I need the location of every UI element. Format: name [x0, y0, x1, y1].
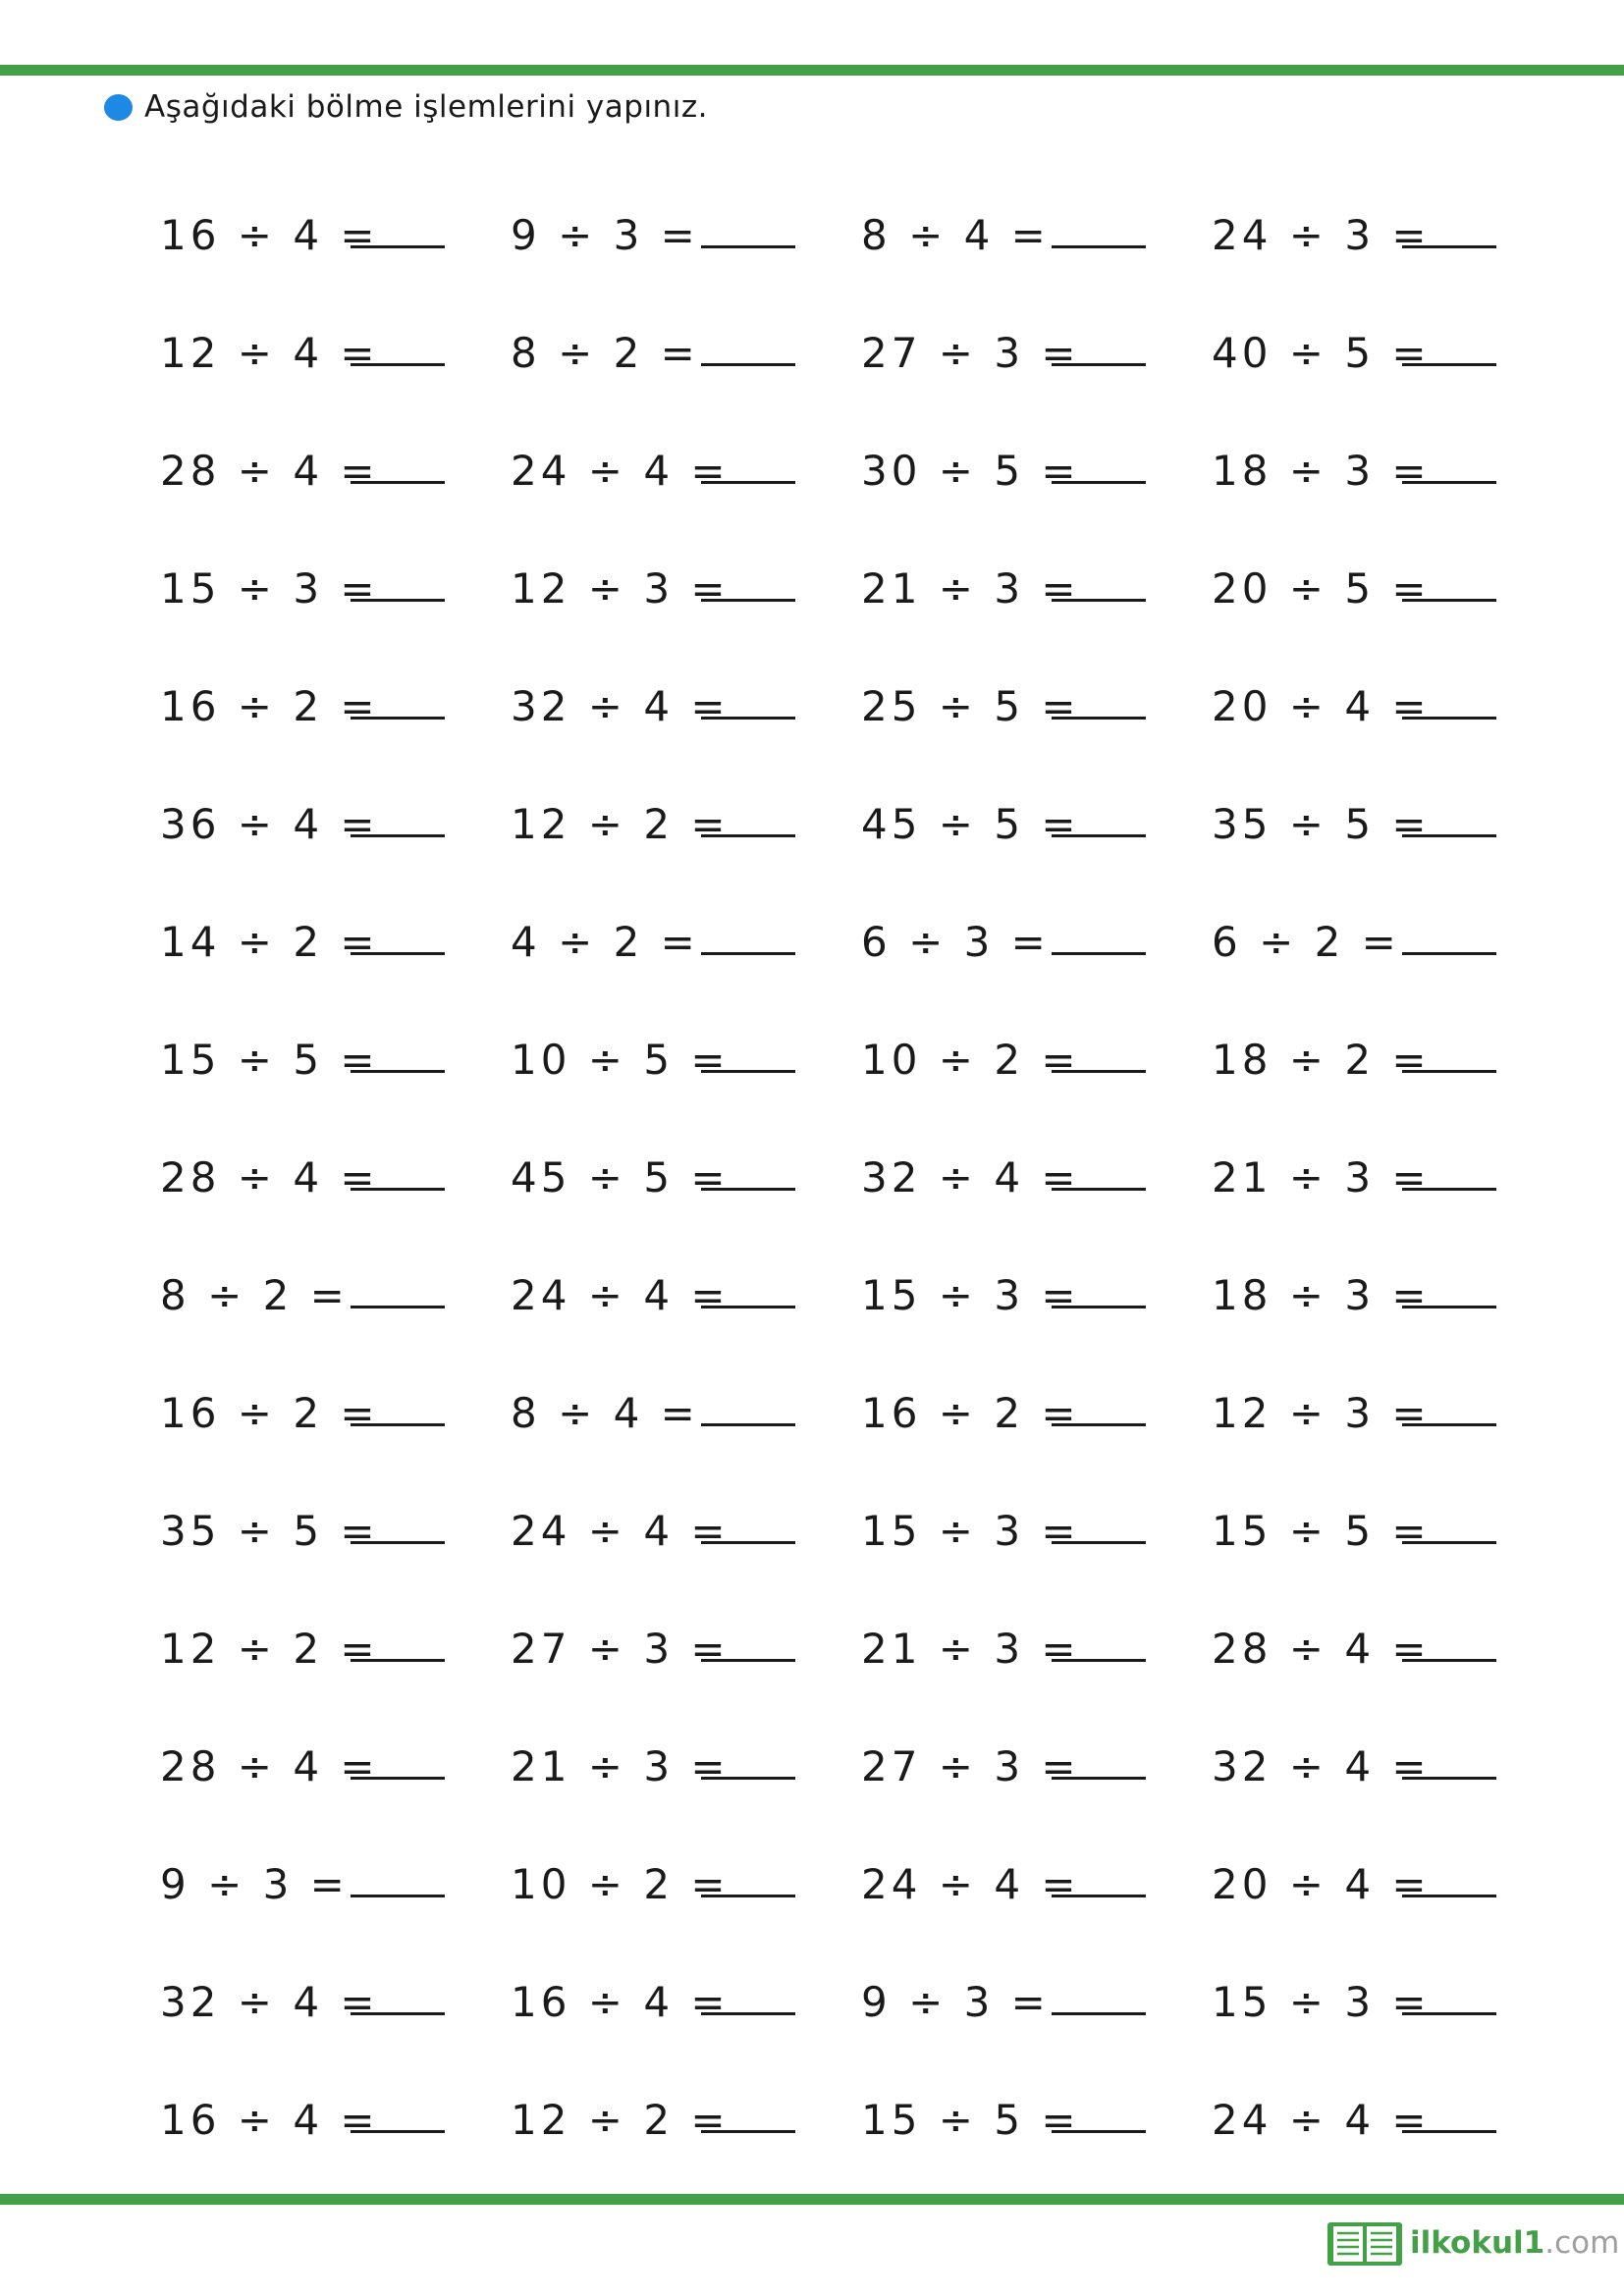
- problem-expression: 27 ÷ 3 =: [511, 1625, 730, 1673]
- problem-expression: 12 ÷ 3 =: [1212, 1389, 1431, 1437]
- division-problem: [511, 883, 795, 1001]
- problem-expression: 12 ÷ 2 =: [160, 1625, 379, 1673]
- problem-expression: 16 ÷ 2 =: [160, 1389, 379, 1437]
- division-problem: [160, 1944, 445, 2061]
- bullet-dot-icon: [104, 94, 133, 121]
- problem-expression: 8 ÷ 2 =: [511, 329, 699, 377]
- answer-blank[interactable]: [1052, 1423, 1146, 1426]
- answer-blank[interactable]: [1402, 1777, 1496, 1780]
- problem-expression: 18 ÷ 2 =: [1212, 1036, 1431, 1084]
- site-logo: [1326, 2214, 1619, 2272]
- problem-expression: 21 ÷ 3 =: [861, 1625, 1080, 1673]
- division-problem: [160, 177, 445, 294]
- problem-expression: 16 ÷ 4 =: [160, 2096, 379, 2144]
- problem-expression: 15 ÷ 3 =: [1212, 1978, 1431, 2026]
- division-problem: [861, 1355, 1146, 1472]
- answer-blank[interactable]: [1052, 599, 1146, 602]
- answer-blank[interactable]: [1402, 1070, 1496, 1073]
- division-problem: [861, 177, 1146, 294]
- division-problem: [511, 294, 795, 412]
- answer-blank[interactable]: [1402, 1659, 1496, 1662]
- division-problem: [160, 766, 445, 883]
- answer-blank[interactable]: [351, 599, 445, 602]
- answer-blank[interactable]: [351, 1895, 445, 1897]
- answer-blank[interactable]: [701, 1306, 795, 1308]
- answer-blank[interactable]: [1052, 1895, 1146, 1897]
- problem-expression: 35 ÷ 5 =: [1212, 800, 1431, 848]
- problem-row: [160, 530, 1495, 648]
- problem-expression: 18 ÷ 3 =: [1212, 1271, 1431, 1319]
- division-problem: [1212, 1826, 1496, 1944]
- answer-blank[interactable]: [1402, 952, 1496, 955]
- problem-expression: 10 ÷ 2 =: [861, 1036, 1080, 1084]
- division-problem: [511, 1119, 795, 1237]
- problem-expression: 12 ÷ 4 =: [160, 329, 379, 377]
- answer-blank[interactable]: [351, 1541, 445, 1544]
- answer-blank[interactable]: [351, 717, 445, 720]
- division-problem: [160, 1355, 445, 1472]
- answer-blank[interactable]: [1052, 834, 1146, 837]
- problem-expression: 45 ÷ 5 =: [511, 1153, 730, 1201]
- division-problem: [1212, 766, 1496, 883]
- division-problem: [1212, 1472, 1496, 1590]
- problem-row: [160, 1001, 1495, 1119]
- answer-blank[interactable]: [1052, 1541, 1146, 1544]
- problem-expression: 24 ÷ 4 =: [511, 1507, 730, 1555]
- problem-expression: 12 ÷ 2 =: [511, 2096, 730, 2144]
- division-problem: [160, 294, 445, 412]
- division-problem: [1212, 1119, 1496, 1237]
- answer-blank[interactable]: [701, 1423, 795, 1426]
- problem-expression: 16 ÷ 4 =: [511, 1978, 730, 2026]
- answer-blank[interactable]: [1402, 2130, 1496, 2133]
- problem-row: [160, 648, 1495, 766]
- answer-blank[interactable]: [351, 2130, 445, 2133]
- problem-expression: 8 ÷ 4 =: [511, 1389, 699, 1437]
- problem-expression: 32 ÷ 4 =: [1212, 1742, 1431, 1790]
- problem-expression: 40 ÷ 5 =: [1212, 329, 1431, 377]
- division-problem: [861, 648, 1146, 766]
- division-problem: [861, 1708, 1146, 1826]
- problem-expression: 24 ÷ 4 =: [1212, 2096, 1431, 2144]
- division-problem: [1212, 2061, 1496, 2179]
- division-problem: [861, 883, 1146, 1001]
- problem-expression: 27 ÷ 3 =: [861, 1742, 1080, 1790]
- problem-expression: 8 ÷ 2 =: [160, 1271, 349, 1319]
- division-problem: [1212, 294, 1496, 412]
- answer-blank[interactable]: [701, 834, 795, 837]
- division-problem: [511, 1590, 795, 1708]
- problem-grid: [160, 177, 1495, 2179]
- problem-row: [160, 294, 1495, 412]
- answer-blank[interactable]: [701, 599, 795, 602]
- problem-expression: 21 ÷ 3 =: [511, 1742, 730, 1790]
- problem-expression: 28 ÷ 4 =: [1212, 1625, 1431, 1673]
- problem-row: [160, 766, 1495, 883]
- division-problem: [861, 294, 1146, 412]
- division-problem: [511, 1826, 795, 1944]
- problem-expression: 15 ÷ 5 =: [1212, 1507, 1431, 1555]
- problem-expression: 10 ÷ 5 =: [511, 1036, 730, 1084]
- problem-row: [160, 1944, 1495, 2061]
- division-problem: [511, 412, 795, 530]
- division-problem: [1212, 648, 1496, 766]
- answer-blank[interactable]: [1402, 1541, 1496, 1544]
- division-problem: [160, 1826, 445, 1944]
- instruction-text: Aşağıdaki bölme işlemlerini yapınız.: [144, 89, 708, 125]
- problem-expression: 14 ÷ 2 =: [160, 918, 379, 966]
- problem-expression: 24 ÷ 3 =: [1212, 211, 1431, 259]
- division-problem: [160, 883, 445, 1001]
- problem-expression: 15 ÷ 5 =: [160, 1036, 379, 1084]
- problem-expression: 12 ÷ 3 =: [511, 564, 730, 613]
- problem-expression: 15 ÷ 5 =: [861, 2096, 1080, 2144]
- division-problem: [1212, 530, 1496, 648]
- problem-expression: 16 ÷ 2 =: [160, 682, 379, 730]
- problem-row: [160, 2061, 1495, 2179]
- answer-blank[interactable]: [351, 1070, 445, 1073]
- answer-blank[interactable]: [701, 1541, 795, 1544]
- logo-name: ilkokul1: [1410, 2225, 1545, 2261]
- division-problem: [861, 2061, 1146, 2179]
- division-problem: [1212, 177, 1496, 294]
- problem-row: [160, 1355, 1495, 1472]
- answer-blank[interactable]: [1402, 245, 1496, 248]
- problem-expression: 45 ÷ 5 =: [861, 800, 1080, 848]
- answer-blank[interactable]: [351, 245, 445, 248]
- answer-blank[interactable]: [1052, 2012, 1146, 2015]
- problem-expression: 28 ÷ 4 =: [160, 1153, 379, 1201]
- problem-expression: 21 ÷ 3 =: [1212, 1153, 1431, 1201]
- problem-expression: 10 ÷ 2 =: [511, 1860, 730, 1908]
- problem-expression: 20 ÷ 5 =: [1212, 564, 1431, 613]
- division-problem: [1212, 1590, 1496, 1708]
- problem-expression: 8 ÷ 4 =: [861, 211, 1050, 259]
- division-problem: [861, 1119, 1146, 1237]
- problem-expression: 6 ÷ 2 =: [1212, 918, 1400, 966]
- division-problem: [160, 2061, 445, 2179]
- division-problem: [511, 1944, 795, 2061]
- answer-blank[interactable]: [1402, 481, 1496, 484]
- answer-blank[interactable]: [1052, 1188, 1146, 1191]
- problem-row: [160, 1472, 1495, 1590]
- division-problem: [511, 1708, 795, 1826]
- answer-blank[interactable]: [701, 363, 795, 366]
- problem-expression: 9 ÷ 3 =: [160, 1860, 349, 1908]
- division-problem: [861, 766, 1146, 883]
- problem-expression: 32 ÷ 4 =: [511, 682, 730, 730]
- answer-blank[interactable]: [1052, 245, 1146, 248]
- problem-row: [160, 1237, 1495, 1355]
- division-problem: [861, 1590, 1146, 1708]
- division-problem: [511, 1355, 795, 1472]
- answer-blank[interactable]: [1052, 952, 1146, 955]
- problem-row: [160, 1119, 1495, 1237]
- division-problem: [1212, 1001, 1496, 1119]
- division-problem: [861, 1472, 1146, 1590]
- answer-blank[interactable]: [1402, 599, 1496, 602]
- problem-expression: 21 ÷ 3 =: [861, 564, 1080, 613]
- answer-blank[interactable]: [351, 2012, 445, 2015]
- answer-blank[interactable]: [701, 2130, 795, 2133]
- answer-blank[interactable]: [1402, 717, 1496, 720]
- division-problem: [1212, 883, 1496, 1001]
- problem-expression: 35 ÷ 5 =: [160, 1507, 379, 1555]
- answer-blank[interactable]: [1402, 2012, 1496, 2015]
- answer-blank[interactable]: [351, 952, 445, 955]
- answer-blank[interactable]: [701, 2012, 795, 2015]
- problem-row: [160, 1590, 1495, 1708]
- answer-blank[interactable]: [1402, 363, 1496, 366]
- problem-expression: 15 ÷ 3 =: [861, 1507, 1080, 1555]
- problem-expression: 15 ÷ 3 =: [160, 564, 379, 613]
- problem-expression: 24 ÷ 4 =: [861, 1860, 1080, 1908]
- bottom-divider: [0, 2194, 1624, 2205]
- division-problem: [861, 1237, 1146, 1355]
- division-problem: [511, 2061, 795, 2179]
- division-problem: [511, 177, 795, 294]
- division-problem: [511, 1237, 795, 1355]
- division-problem: [511, 1001, 795, 1119]
- problem-expression: 9 ÷ 3 =: [861, 1978, 1050, 2026]
- division-problem: [861, 1826, 1146, 1944]
- answer-blank[interactable]: [351, 363, 445, 366]
- answer-blank[interactable]: [701, 1659, 795, 1662]
- logo-tld: .com: [1544, 2225, 1620, 2261]
- division-problem: [511, 648, 795, 766]
- division-problem: [160, 530, 445, 648]
- problem-row: [160, 883, 1495, 1001]
- answer-blank[interactable]: [701, 1895, 795, 1897]
- answer-blank[interactable]: [701, 717, 795, 720]
- division-problem: [160, 1472, 445, 1590]
- answer-blank[interactable]: [701, 1777, 795, 1780]
- problem-expression: 30 ÷ 5 =: [861, 447, 1080, 495]
- answer-blank[interactable]: [1052, 1659, 1146, 1662]
- problem-expression: 27 ÷ 3 =: [861, 329, 1080, 377]
- answer-blank[interactable]: [1402, 1306, 1496, 1308]
- problem-expression: 28 ÷ 4 =: [160, 1742, 379, 1790]
- problem-expression: 6 ÷ 3 =: [861, 918, 1050, 966]
- division-problem: [511, 530, 795, 648]
- answer-blank[interactable]: [1402, 834, 1496, 837]
- division-problem: [511, 766, 795, 883]
- book-icon: [1326, 2218, 1404, 2268]
- division-problem: [861, 1001, 1146, 1119]
- answer-blank[interactable]: [701, 1070, 795, 1073]
- problem-expression: 25 ÷ 5 =: [861, 682, 1080, 730]
- division-problem: [1212, 1944, 1496, 2061]
- problem-expression: 28 ÷ 4 =: [160, 447, 379, 495]
- division-problem: [511, 1472, 795, 1590]
- answer-blank[interactable]: [1052, 717, 1146, 720]
- division-problem: [160, 412, 445, 530]
- problem-expression: 12 ÷ 2 =: [511, 800, 730, 848]
- answer-blank[interactable]: [351, 1659, 445, 1662]
- answer-blank[interactable]: [351, 481, 445, 484]
- problem-expression: 32 ÷ 4 =: [160, 1978, 379, 2026]
- answer-blank[interactable]: [1402, 1423, 1496, 1426]
- problem-expression: 32 ÷ 4 =: [861, 1153, 1080, 1201]
- answer-blank[interactable]: [701, 481, 795, 484]
- answer-blank[interactable]: [1052, 1777, 1146, 1780]
- division-problem: [1212, 1355, 1496, 1472]
- answer-blank[interactable]: [351, 1306, 445, 1308]
- division-problem: [160, 1237, 445, 1355]
- answer-blank[interactable]: [701, 245, 795, 248]
- answer-blank[interactable]: [1052, 2130, 1146, 2133]
- problem-expression: 9 ÷ 3 =: [511, 211, 699, 259]
- answer-blank[interactable]: [351, 1777, 445, 1780]
- answer-blank[interactable]: [1052, 481, 1146, 484]
- problem-expression: 20 ÷ 4 =: [1212, 1860, 1431, 1908]
- problem-expression: 15 ÷ 3 =: [861, 1271, 1080, 1319]
- division-problem: [1212, 1708, 1496, 1826]
- division-problem: [160, 1001, 445, 1119]
- problem-row: [160, 1826, 1495, 1944]
- problem-row: [160, 177, 1495, 294]
- answer-blank[interactable]: [701, 952, 795, 955]
- division-problem: [1212, 1237, 1496, 1355]
- answer-blank[interactable]: [1052, 1070, 1146, 1073]
- problem-expression: 36 ÷ 4 =: [160, 800, 379, 848]
- problem-expression: 18 ÷ 3 =: [1212, 447, 1431, 495]
- answer-blank[interactable]: [351, 1188, 445, 1191]
- answer-blank[interactable]: [351, 1423, 445, 1426]
- problem-row: [160, 1708, 1495, 1826]
- division-problem: [160, 1119, 445, 1237]
- problem-expression: 20 ÷ 4 =: [1212, 682, 1431, 730]
- division-problem: [861, 530, 1146, 648]
- problem-expression: 16 ÷ 2 =: [861, 1389, 1080, 1437]
- division-problem: [160, 1708, 445, 1826]
- problem-expression: 24 ÷ 4 =: [511, 447, 730, 495]
- problem-expression: 16 ÷ 4 =: [160, 211, 379, 259]
- division-problem: [160, 648, 445, 766]
- answer-blank[interactable]: [351, 834, 445, 837]
- problem-expression: 24 ÷ 4 =: [511, 1271, 730, 1319]
- instruction: [104, 86, 708, 128]
- answer-blank[interactable]: [1402, 1188, 1496, 1191]
- problem-expression: 4 ÷ 2 =: [511, 918, 699, 966]
- division-problem: [1212, 412, 1496, 530]
- answer-blank[interactable]: [1402, 1895, 1496, 1897]
- division-problem: [160, 1590, 445, 1708]
- division-problem: [861, 412, 1146, 530]
- answer-blank[interactable]: [1052, 1306, 1146, 1308]
- top-divider: [0, 65, 1624, 76]
- division-problem: [861, 1944, 1146, 2061]
- problem-row: [160, 412, 1495, 530]
- answer-blank[interactable]: [701, 1188, 795, 1191]
- answer-blank[interactable]: [1052, 363, 1146, 366]
